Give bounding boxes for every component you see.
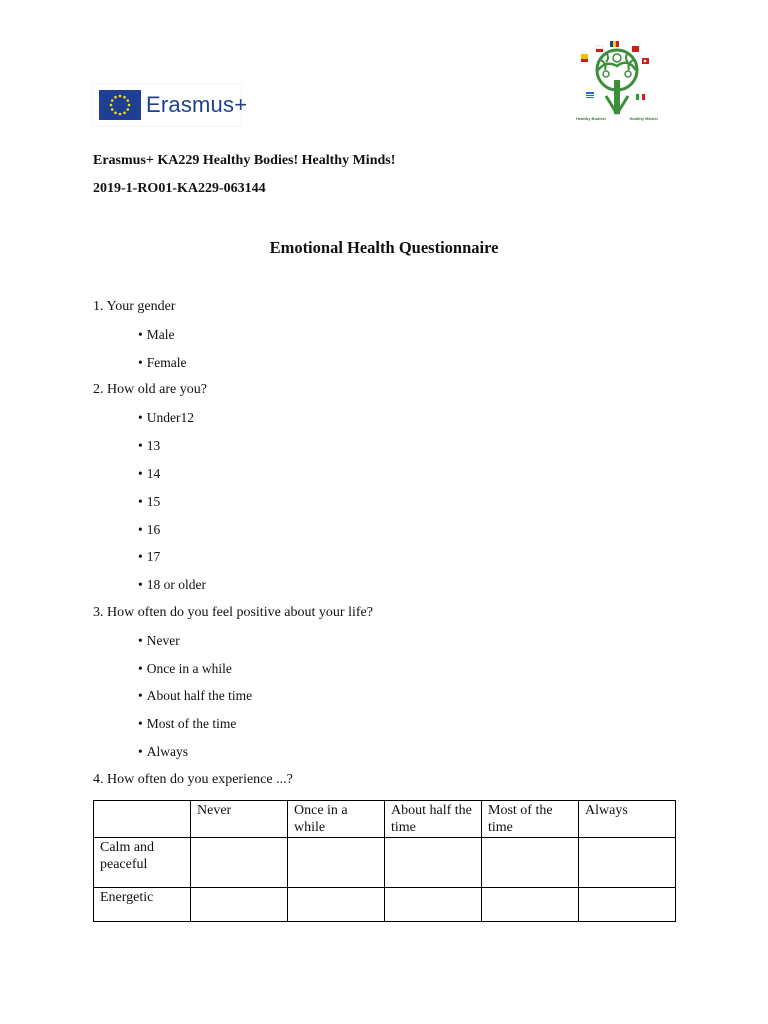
project-name: Erasmus+ KA229 Healthy Bodies! Healthy Minds! — [93, 153, 396, 168]
erasmus-wordmark: Erasmus+ — [146, 92, 248, 117]
tree-logo-caption-right: Healthy Minds! — [629, 116, 658, 121]
option-once-in-a-while[interactable] — [138, 661, 232, 677]
tree-icon — [576, 40, 658, 116]
question-3: 3. How often do you feel positive about your life? — [93, 605, 373, 620]
table-row — [94, 888, 676, 922]
option-never[interactable] — [138, 633, 180, 649]
option-male[interactable] — [138, 327, 174, 343]
bullet-icon: • — [138, 494, 143, 509]
table-header-row — [94, 801, 676, 838]
option-label: 17 — [146, 549, 161, 564]
bullet-icon: • — [138, 577, 143, 592]
table-header-cell — [94, 801, 191, 838]
page-title: Emotional Health Questionnaire — [269, 238, 499, 257]
bullet-icon: • — [138, 744, 143, 759]
table-header-cell: About half the time — [385, 801, 482, 838]
bullet-icon: • — [138, 549, 143, 564]
option-label: Once in a while — [146, 661, 232, 676]
question-1: 1. Your gender — [93, 299, 176, 314]
option-16[interactable] — [138, 522, 160, 538]
option-about-half[interactable] — [138, 688, 252, 704]
option-15[interactable] — [138, 494, 160, 510]
row-label: Energetic — [94, 888, 191, 922]
answer-cell[interactable] — [482, 888, 579, 922]
option-13[interactable] — [138, 438, 160, 454]
bullet-icon: • — [138, 466, 143, 481]
experience-table — [93, 800, 676, 922]
option-label: Most of the time — [146, 716, 237, 731]
project-code: 2019-1-RO01-KA229-063144 — [93, 181, 266, 196]
option-label: Never — [146, 633, 180, 648]
question-4: 4. How often do you experience ...? — [93, 772, 293, 787]
option-label: Under12 — [146, 410, 194, 425]
answer-cell[interactable] — [385, 838, 482, 888]
option-label: Female — [146, 355, 187, 370]
option-label: 18 or older — [146, 577, 206, 592]
answer-cell[interactable] — [288, 888, 385, 922]
table-row — [94, 838, 676, 888]
bullet-icon: • — [138, 716, 143, 731]
answer-cell[interactable] — [191, 838, 288, 888]
option-14[interactable] — [138, 466, 160, 482]
project-tree-logo — [576, 40, 658, 126]
option-label: Always — [146, 744, 188, 759]
bullet-icon: • — [138, 688, 143, 703]
table-header-cell: Always — [579, 801, 676, 838]
answer-cell[interactable] — [482, 838, 579, 888]
answer-cell[interactable] — [579, 838, 676, 888]
option-label: 13 — [146, 438, 161, 453]
option-18-or-older[interactable] — [138, 577, 206, 593]
bullet-icon: • — [138, 355, 143, 370]
bullet-icon: • — [138, 522, 143, 537]
answer-cell[interactable] — [579, 888, 676, 922]
erasmus-logo — [93, 84, 248, 126]
option-17[interactable] — [138, 549, 160, 565]
bullet-icon: • — [138, 327, 143, 342]
answer-cell[interactable] — [191, 888, 288, 922]
option-under12[interactable] — [138, 410, 194, 426]
bullet-icon: • — [138, 661, 143, 676]
table-header-cell: Most of the time — [482, 801, 579, 838]
bullet-icon: • — [138, 410, 143, 425]
table-header-cell: Once in a while — [288, 801, 385, 838]
eu-flag-icon — [99, 90, 141, 120]
answer-cell[interactable] — [288, 838, 385, 888]
bullet-icon: • — [138, 438, 143, 453]
answer-cell[interactable] — [385, 888, 482, 922]
bullet-icon: • — [138, 633, 143, 648]
option-female[interactable] — [138, 355, 186, 371]
question-2: 2. How old are you? — [93, 382, 207, 397]
row-label: Calm and peaceful — [94, 838, 191, 888]
option-most-of-the-time[interactable] — [138, 716, 236, 732]
option-label: 14 — [146, 466, 161, 481]
option-label: Male — [146, 327, 175, 342]
option-label: 15 — [146, 494, 161, 509]
option-always[interactable] — [138, 744, 188, 760]
table-header-cell: Never — [191, 801, 288, 838]
tree-logo-caption-left: Healthy Bodies! — [576, 116, 607, 121]
option-label: 16 — [146, 522, 161, 537]
option-label: About half the time — [146, 688, 253, 703]
